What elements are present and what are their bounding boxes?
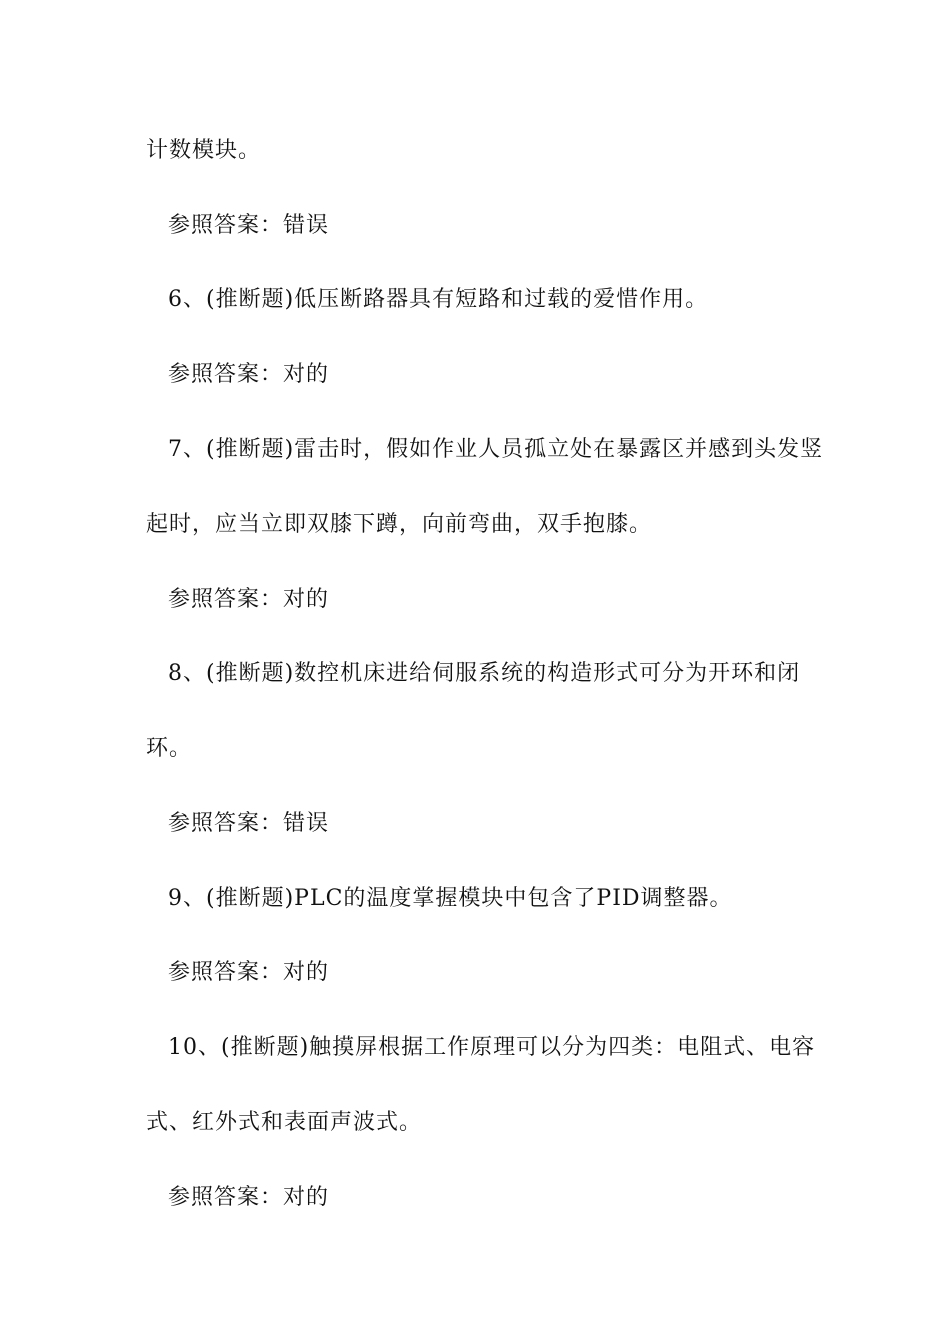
question-text: 式、红外式和表面声波式。 — [146, 1110, 423, 1135]
question-text: PLC的温度掌握模块中包含了PID调整器。 — [294, 886, 733, 911]
answer-q7 — [168, 586, 329, 614]
question-8-line2 — [146, 735, 192, 763]
answer-q9 — [168, 959, 329, 987]
question-number: 7、 — [168, 437, 206, 462]
question-7 — [168, 436, 823, 464]
question-type: (推断题) — [206, 437, 295, 462]
question-type: (推断题) — [206, 886, 295, 911]
answer-label: 参照答案： — [168, 1185, 284, 1210]
question-number: 10、 — [168, 1035, 221, 1060]
question-type: (推断题) — [206, 661, 295, 686]
question-8 — [168, 660, 800, 688]
answer-label: 参照答案： — [168, 362, 284, 387]
answer-q10 — [168, 1184, 329, 1212]
answer-value: 对的 — [283, 587, 330, 612]
question-text: 起时，应当立即双膝下蹲，向前弯曲，双手抱膝。 — [146, 512, 653, 537]
question-text: 数控机床进给伺服系统的构造形式可分为开环和闭 — [294, 661, 801, 686]
answer-label: 参照答案： — [168, 811, 284, 836]
question-number: 6、 — [168, 287, 206, 312]
answer-value: 对的 — [283, 1185, 330, 1210]
answer-value: 对的 — [283, 960, 330, 985]
question-text: 环。 — [146, 736, 193, 761]
answer-label: 参照答案： — [168, 960, 284, 985]
answer-q5 — [168, 212, 329, 240]
question-10-line2 — [146, 1109, 422, 1137]
answer-q8 — [168, 810, 329, 838]
answer-value: 错误 — [283, 213, 330, 238]
question-10 — [168, 1034, 815, 1062]
question-7-line2 — [146, 511, 652, 539]
answer-value: 错误 — [283, 811, 330, 836]
question-5-continuation — [146, 137, 261, 165]
answer-value: 对的 — [283, 362, 330, 387]
question-text: 触摸屏根据工作原理可以分为四类：电阻式、电容 — [309, 1035, 816, 1060]
answer-label: 参照答案： — [168, 213, 284, 238]
question-9 — [168, 885, 733, 913]
question-number: 8、 — [168, 661, 206, 686]
question-number: 9、 — [168, 886, 206, 911]
question-type: (推断题) — [206, 287, 295, 312]
question-text: 计数模块。 — [146, 138, 262, 163]
question-text: 低压断路器具有短路和过载的爱惜作用。 — [294, 287, 709, 312]
question-6 — [168, 286, 708, 314]
answer-label: 参照答案： — [168, 587, 284, 612]
question-text: 雷击时，假如作业人员孤立处在暴露区并感到头发竖 — [294, 437, 824, 462]
question-type: (推断题) — [221, 1035, 310, 1060]
answer-q6 — [168, 361, 329, 389]
